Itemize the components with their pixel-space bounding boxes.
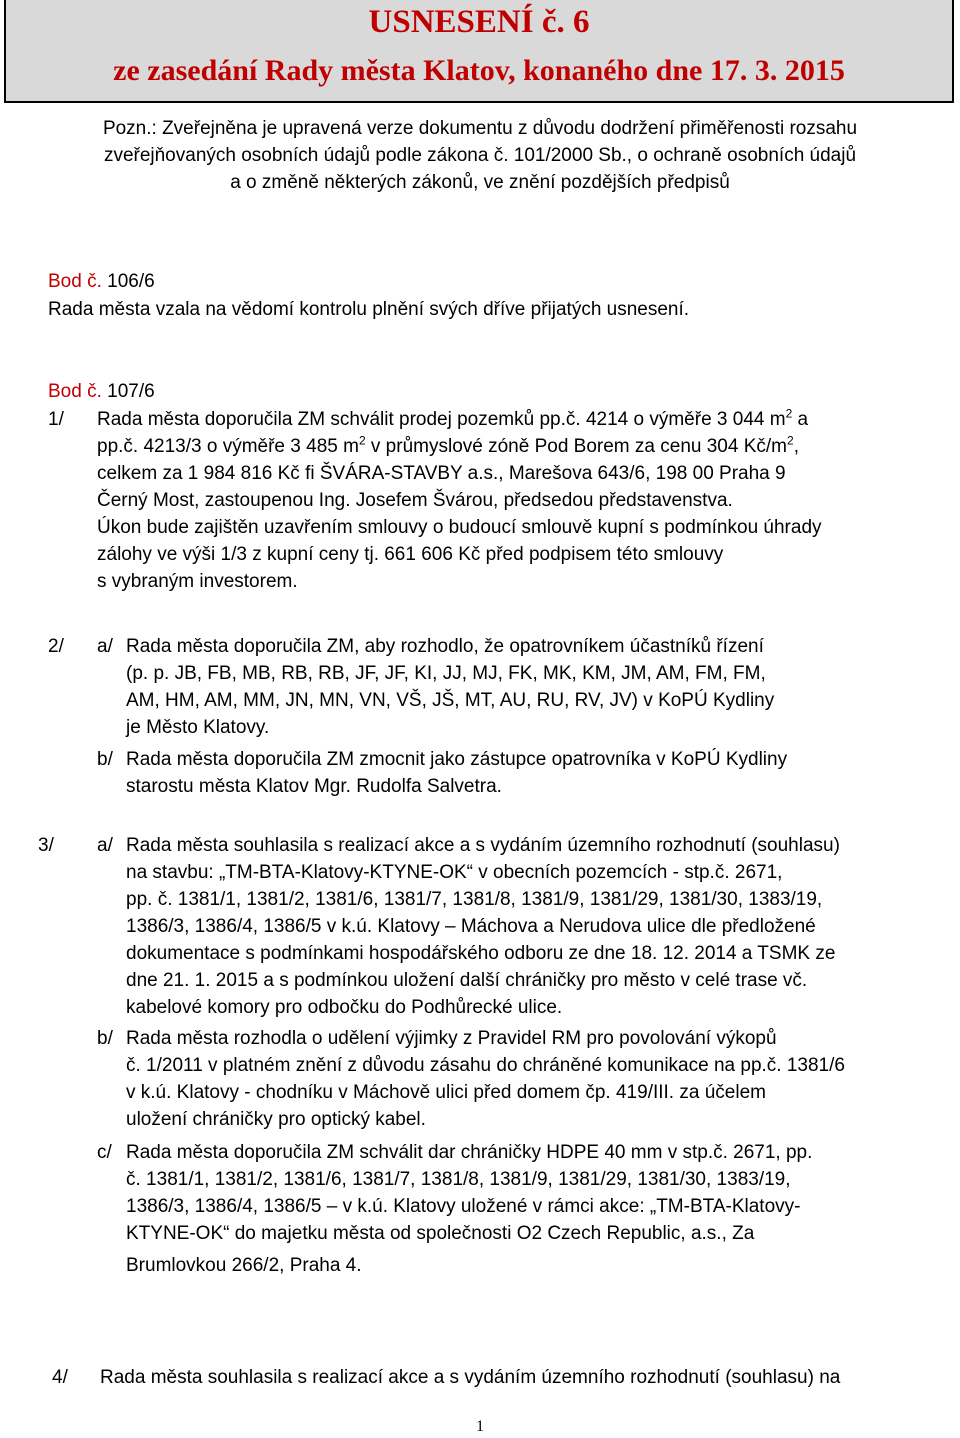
item-3a-label: a/ <box>97 835 113 856</box>
heading-number: 106/6 <box>101 271 155 292</box>
item-1-line-5: Úkon bude zajištěn uzavřením smlouvy o budoucí smlouvě kupní s podmínkou úhrady <box>97 517 822 538</box>
item-3a-line-2: na stavbu: „TM-BTA-Klatovy-KTYNE-OK“ v obecních pozemcích - stp.č. 2671, <box>126 862 783 883</box>
section-heading-107 <box>48 378 155 405</box>
section-heading-106 <box>48 268 155 295</box>
text-run: pp.č. 4213/3 o výměře 3 485 m <box>97 436 359 457</box>
heading-label: Bod č. <box>48 381 102 402</box>
item-3c-line-3: 1386/3, 1386/4, 1386/5 – v k.ú. Klatovy uložené v rámci akce: „TM-BTA-Klatovy- <box>126 1196 801 1217</box>
item-2a-line-4: je Město Klatovy. <box>126 717 270 738</box>
item-2a-line-1: Rada města doporučila ZM, aby rozhodlo, že opatrovníkem účastníků řízení <box>126 636 764 657</box>
note-line: a o změně některých zákonů, ve znění pozdějších předpisů <box>230 172 730 193</box>
item-1-line-7: s vybraným investorem. <box>97 571 298 592</box>
item-3a-line-5: dokumentace s podmínkami hospodářského odboru ze dne 18. 12. 2014 a TSMK ze <box>126 943 836 964</box>
item-3b-line-3: v k.ú. Klatovy - chodníku v Máchově ulici před domem čp. 419/III. za účelem <box>126 1082 766 1103</box>
item-2b-line-2: starostu města Klatov Mgr. Rudolfa Salvetra. <box>126 776 502 797</box>
heading-number: 107/6 <box>101 381 155 402</box>
item-3c-line-5: Brumlovkou 266/2, Praha 4. <box>126 1255 362 1276</box>
item-2b-label: b/ <box>97 749 113 770</box>
item-3-number: 3/ <box>38 835 54 856</box>
item-3c-line-1: Rada města doporučila ZM schválit dar chráničky HDPE 40 mm v stp.č. 2671, pp. <box>126 1142 813 1163</box>
item-4-line-1: Rada města souhlasila s realizací akce a s vydáním územního rozhodnutí (souhlasu) na <box>100 1367 841 1388</box>
note-line: zveřejňovaných osobních údajů podle zákona č. 101/2000 Sb., o ochraně osobních údajů <box>103 145 857 166</box>
item-3a-line-6: dne 21. 1. 2015 a s podmínkou uložení další chráničky pro město v celé trase vč. <box>126 970 808 991</box>
item-1-line-4: Černý Most, zastoupenou Ing. Josefem Švárou, předsedou představenstva. <box>97 490 733 511</box>
text-run: Rada města doporučila ZM schválit prodej pozemků pp.č. 4214 o výměře 3 044 m <box>97 409 786 430</box>
item-3b-line-1: Rada města rozhodla o udělení výjimky z Pravidel RM pro povolování výkopů <box>126 1028 777 1049</box>
superscript: 2 <box>358 433 366 448</box>
item-3b-line-2: č. 1/2011 v platném znění z důvodu zásahu do chráněné komunikace na pp.č. 1381/6 <box>126 1055 845 1076</box>
item-3c-label: c/ <box>97 1142 112 1163</box>
privacy-note <box>0 115 960 196</box>
text-run: , <box>793 436 799 457</box>
text-run: v průmyslové zóně Pod Borem za cenu 304 Kč/m <box>365 436 787 457</box>
item-1-number: 1/ <box>48 409 64 430</box>
superscript: 2 <box>787 433 794 448</box>
item-3a-line-3: pp. č. 1381/1, 1381/2, 1381/6, 1381/7, 1381/8, 1381/9, 1381/29, 1381/30, 1383/19, <box>126 889 823 910</box>
item-2-number: 2/ <box>48 636 64 657</box>
item-1-line-1 <box>97 406 955 433</box>
item-4-number: 4/ <box>52 1367 68 1388</box>
superscript: 2 <box>785 406 793 421</box>
item-3b-line-4: uložení chráničky pro optický kabel. <box>126 1109 426 1130</box>
item-1-line-6: zálohy ve výši 1/3 z kupní ceny tj. 661 606 Kč před podpisem této smlouvy <box>97 544 724 565</box>
item-3c-line-2: č. 1381/1, 1381/2, 1381/6, 1381/7, 1381/8, 1381/9, 1381/29, 1381/30, 1383/19, <box>126 1169 791 1190</box>
heading-label: Bod č. <box>48 271 102 292</box>
title-box <box>4 0 954 103</box>
document-title: USNESENÍ č. 6 <box>368 4 590 40</box>
item-2a-label: a/ <box>97 636 113 657</box>
page-number: 1 <box>476 1418 484 1435</box>
item-1-line-2 <box>97 433 799 460</box>
item-3a-line-7: kabelové komory pro odbočku do Podhůrecké ulice. <box>126 997 563 1018</box>
text-run: a <box>792 409 809 430</box>
item-3b-label: b/ <box>97 1028 113 1049</box>
item-2a-line-3: AM, HM, AM, MM, JN, MN, VN, VŠ, JŠ, MT, AU, RU, RV, JV) v KoPÚ Kydliny <box>126 690 775 711</box>
note-line: Pozn.: Zveřejněna je upravená verze dokumentu z důvodu dodržení přiměřenosti rozsahu <box>102 118 858 139</box>
item-1-line-3: celkem za 1 984 816 Kč fi ŠVÁRA-STAVBY a.s., Marešova 643/6, 198 00 Praha 9 <box>97 463 786 484</box>
item-2b-line-1: Rada města doporučila ZM zmocnit jako zástupce opatrovníka v KoPÚ Kydliny <box>126 749 788 770</box>
item-3c-line-4: KTYNE-OK“ do majetku města od společnosti O2 Czech Republic, a.s., Za <box>126 1223 755 1244</box>
item-3a-line-1: Rada města souhlasila s realizací akce a s vydáním územního rozhodnutí (souhlasu) <box>126 835 840 856</box>
item-2a-line-2: (p. p. JB, FB, MB, RB, RB, JF, JF, KI, JJ, MJ, FK, MK, KM, JM, AM, FM, FM, <box>126 663 766 684</box>
resolution-106-text: Rada města vzala na vědomí kontrolu plnění svých dříve přijatých usnesení. <box>48 299 690 320</box>
document-subtitle: ze zasedání Rady města Klatov, konaného dne 17. 3. 2015 <box>113 54 845 87</box>
item-3a-line-4: 1386/3, 1386/4, 1386/5 v k.ú. Klatovy – Máchova a Nerudova ulice dle předložené <box>126 916 816 937</box>
